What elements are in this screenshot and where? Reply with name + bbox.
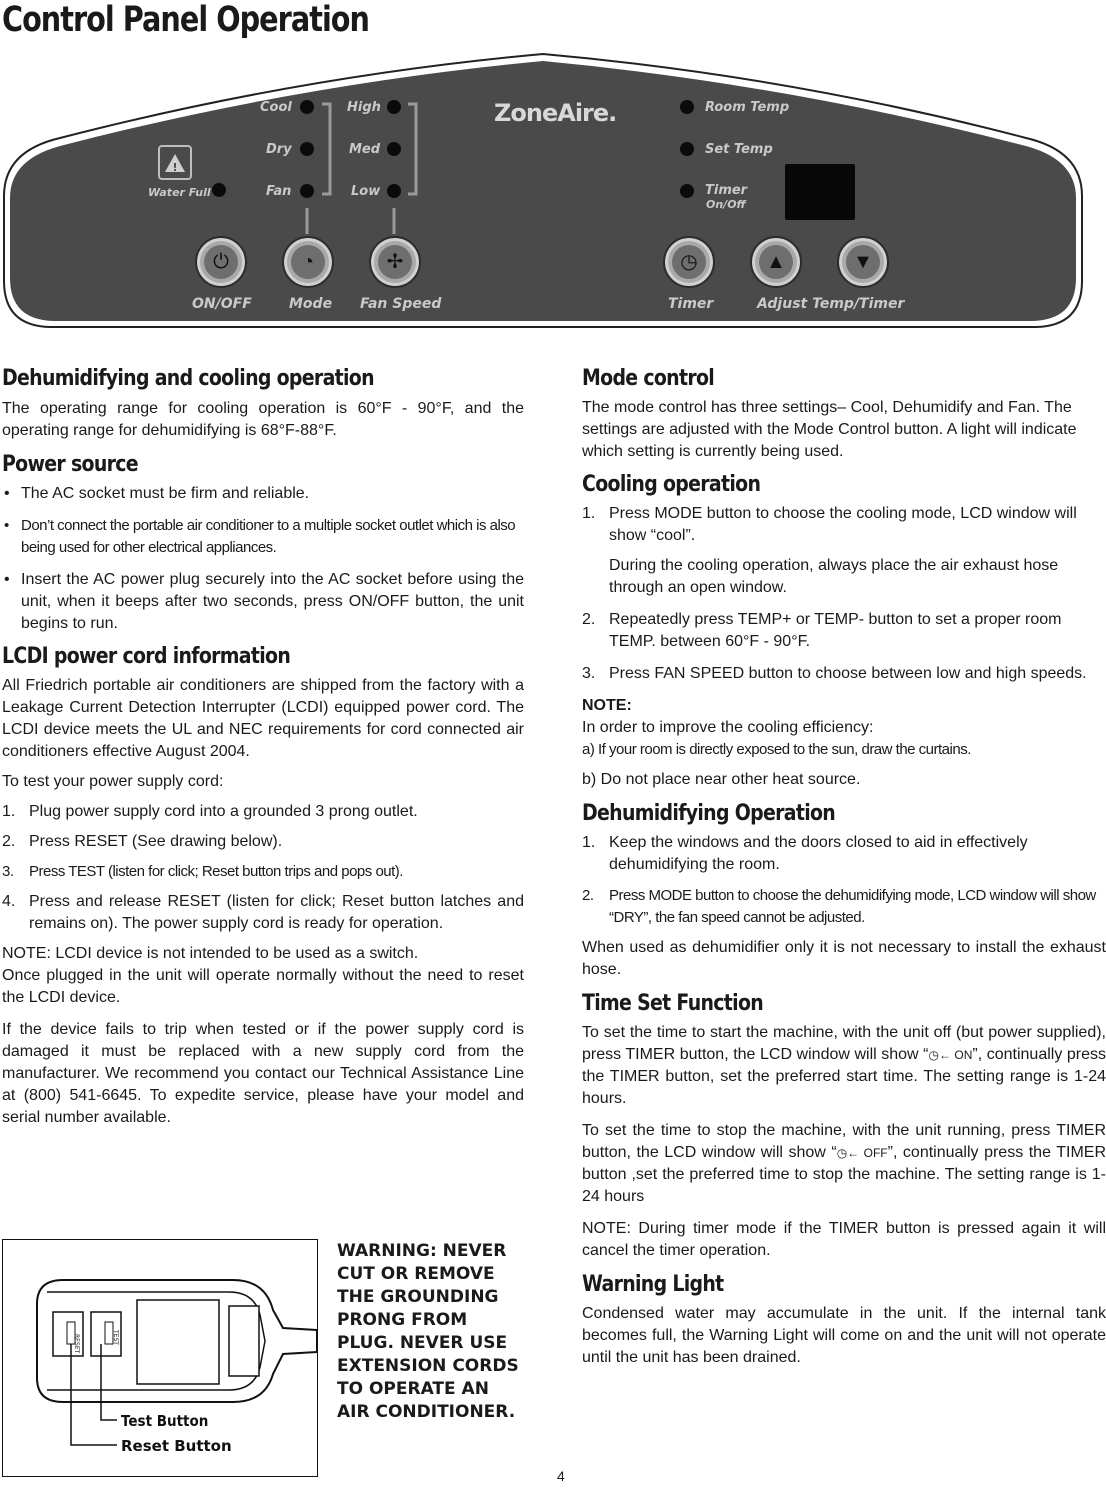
speed-low-label: Low — [351, 184, 381, 199]
note-text: In order to improve the cooling efficiency: — [582, 719, 874, 736]
dehumidifying-operation-heading: Dehumidifying Operation — [582, 801, 836, 826]
power-source-heading: Power source — [2, 452, 138, 477]
control-panel-illustration — [0, 46, 1086, 336]
mode-cool-indicator — [300, 100, 314, 114]
power-bullet: • Don’t connect the portable air conditioner to a multiple socket outlet which is also being used for other electrical appliances. — [2, 515, 524, 559]
power-bullet: • The AC socket must be firm and reliable. — [2, 483, 524, 505]
power-button-label: ON/OFF — [192, 296, 252, 312]
right-column — [582, 368, 1106, 1369]
timer-on-text: To set the time to start the machine, with the unit off (but power supplied), press TIMER button, the LCD window will show “◷← ON”, continually press the TIMER button, set the preferred start time. The setting range is 1-24 hours. — [582, 1024, 1106, 1107]
mode-button-label: Mode — [289, 296, 333, 312]
timer-off-symbol: ◷← OFF — [836, 1146, 888, 1160]
warning-light-heading: Warning Light — [582, 1272, 724, 1297]
room-temp-label: Room Temp — [705, 100, 790, 115]
mode-cool-label: Cool — [260, 100, 292, 115]
mode-fan-label: Fan — [266, 184, 292, 199]
note-item-a: a) If your room is directly exposed to the sun, draw the curtains. — [582, 741, 971, 758]
cooling-step-note: During the cooling operation, always place the air exhaust hose through an open window. — [609, 557, 1059, 596]
lcdi-step: 3. Press TEST (listen for click; Reset button trips and pops out). — [2, 863, 403, 880]
dehumidify-step: 1. Keep the windows and the doors closed to aid in effectively dehumidifying the room. — [582, 834, 1028, 873]
mode-dry-label: Dry — [266, 142, 292, 157]
temp-up-button[interactable] — [750, 236, 802, 288]
adjust-temp-timer-label: Adjust Temp/Timer — [757, 296, 905, 312]
lcdi-replace-text: If the device fails to trip when tested or if the power supply cord is damaged it must be replaced with a new supply cord from the manufacturer. We recommend you contact our Technical Assistance Line at (800) 541-6645. To expedite service, please have your model and serial number available. — [2, 1021, 524, 1126]
cooling-step: 2. Repeatedly press TEMP+ or TEMP- button to set a proper room TEMP. between 60°F - 90°F. — [582, 611, 1062, 650]
svg-text:!: ! — [172, 161, 178, 174]
speed-low-indicator — [387, 184, 401, 198]
reset-button-label: Reset Button — [121, 1437, 232, 1455]
brand-logo: ZoneAire. — [494, 99, 617, 127]
timer-button[interactable] — [663, 236, 715, 288]
speed-high-indicator — [387, 100, 401, 114]
fan-icon: ✢ — [378, 245, 412, 279]
note-item-b: b) Do not place near other heat source. — [582, 771, 861, 788]
timer-button-label: Timer — [668, 296, 714, 312]
lcdi-test-intro: To test your power supply cord: — [2, 773, 224, 790]
page-number: 4 — [557, 1468, 565, 1484]
plug-drawing — [3, 1240, 317, 1476]
lcdi-step: 1. Plug power supply cord into a grounded 3 prong outlet. — [2, 803, 418, 820]
water-full-indicator — [212, 183, 226, 197]
temp-down-button[interactable] — [837, 236, 889, 288]
lcdi-note: NOTE: LCDI device is not intended to be used as a switch. — [2, 945, 419, 962]
lcdi-step: 2. Press RESET (See drawing below). — [2, 833, 283, 850]
plug-diagram-box — [2, 1239, 318, 1477]
set-temp-label: Set Temp — [705, 142, 773, 157]
speed-high-label: High — [347, 100, 381, 115]
test-button-label: Test Button — [121, 1413, 209, 1431]
room-temp-indicator — [680, 100, 694, 114]
mode-control-heading: Mode control — [582, 366, 715, 391]
dehumidifying-cooling-heading: Dehumidifying and cooling operation — [2, 366, 374, 391]
page-title: Control Panel Operation — [2, 0, 370, 40]
note-label: NOTE: — [582, 697, 632, 714]
lcd-display — [785, 164, 855, 220]
mode-control-text: The mode control has three settings– Cool, Dehumidify and Fan. The settings are adjusted with the Mode Control button. A light will indicate which setting is currently being used. — [582, 399, 1077, 460]
water-full-label: Water Full — [148, 186, 211, 199]
fan-speed-button[interactable] — [369, 236, 421, 288]
timer-off-text: To set the time to stop the machine, with the unit running, press TIMER button, the LCD window will show “◷← OFF”, continually press the TIMER button ,set the preferred time to stop the machine. The setting range is 1-24 hours — [582, 1122, 1106, 1205]
lcdi-step: 4. Press and release RESET (listen for click; Reset button latches and remains on). The power supply cord is ready for operation. — [2, 893, 524, 932]
power-bullet: • Insert the AC power plug securely into the AC socket before using the unit, when it beeps after two seconds, press ON/OFF button, the unit begins to run. — [2, 569, 524, 635]
power-icon: ⏻ — [204, 245, 238, 279]
fan-speed-button-label: Fan Speed — [360, 296, 442, 312]
timer-indicator — [680, 184, 694, 198]
speed-med-indicator — [387, 142, 401, 156]
timer-on-off-label: On/Off — [706, 198, 746, 211]
warning-light-text: Condensed water may accumulate in the unit. If the internal tank becomes full, the Warning Light will come on and the unit will not operate until the unit has been drained. — [582, 1305, 1106, 1366]
grounding-warning: WARNING: NEVER CUT OR REMOVE THE GROUNDING PRONG FROM PLUG. NEVER USE EXTENSION CORDS TO OPERATE AN AIR CONDITIONER. — [337, 1241, 519, 1422]
lcdi-intro-text: All Friedrich portable air conditioners are shipped from the factory with a Leakage Current Detection Interrupter (LCDI) equipped power cord. The LCDI device meets the UL and NEC requirements for cord connected air conditioners effective August 2004. — [2, 677, 524, 760]
time-set-heading: Time Set Function — [582, 991, 764, 1016]
lcdi-note-2: Once plugged in the unit will operate normally without the need to reset the LCDI device. — [2, 967, 524, 1006]
cooling-step: 1. Press MODE button to choose the cooling mode, LCD window will show “cool”. — [582, 505, 1077, 544]
timer-note: NOTE: During timer mode if the TIMER button is pressed again it will cancel the timer operation. — [582, 1220, 1106, 1259]
dehumidify-text: When used as dehumidifier only it is not necessary to install the exhaust hose. — [582, 939, 1106, 978]
test-tag: TEST — [112, 1330, 119, 1345]
mode-dry-indicator — [300, 142, 314, 156]
mode-icon: ◔ — [291, 245, 325, 279]
operating-range-text: The operating range for cooling operation is 60°F - 90°F, and the operating range for dehumidifying is 68°F-88°F. — [2, 400, 524, 439]
dehumidify-step: 2. Press MODE button to choose the dehumidifying mode, LCD window will show “DRY”, the fan speed cannot be adjusted. — [582, 887, 1096, 926]
arrow-down-icon: ▼ — [846, 245, 880, 279]
power-button[interactable] — [195, 236, 247, 288]
reset-tag: RESET — [73, 1334, 80, 1354]
timer-label: Timer — [705, 183, 748, 198]
lcdi-heading: LCDI power cord information — [2, 644, 291, 669]
set-temp-indicator — [680, 142, 694, 156]
speed-med-label: Med — [349, 142, 381, 157]
timer-on-symbol: ◷← ON — [928, 1048, 973, 1062]
mode-fan-indicator — [300, 184, 314, 198]
cooling-operation-heading: Cooling operation — [582, 472, 761, 497]
arrow-up-icon: ▲ — [759, 245, 793, 279]
left-column — [2, 368, 524, 1129]
clock-icon: ◷ — [672, 245, 706, 279]
mode-button[interactable] — [282, 236, 334, 288]
cooling-step: 3. Press FAN SPEED button to choose between low and high speeds. — [582, 665, 1087, 682]
